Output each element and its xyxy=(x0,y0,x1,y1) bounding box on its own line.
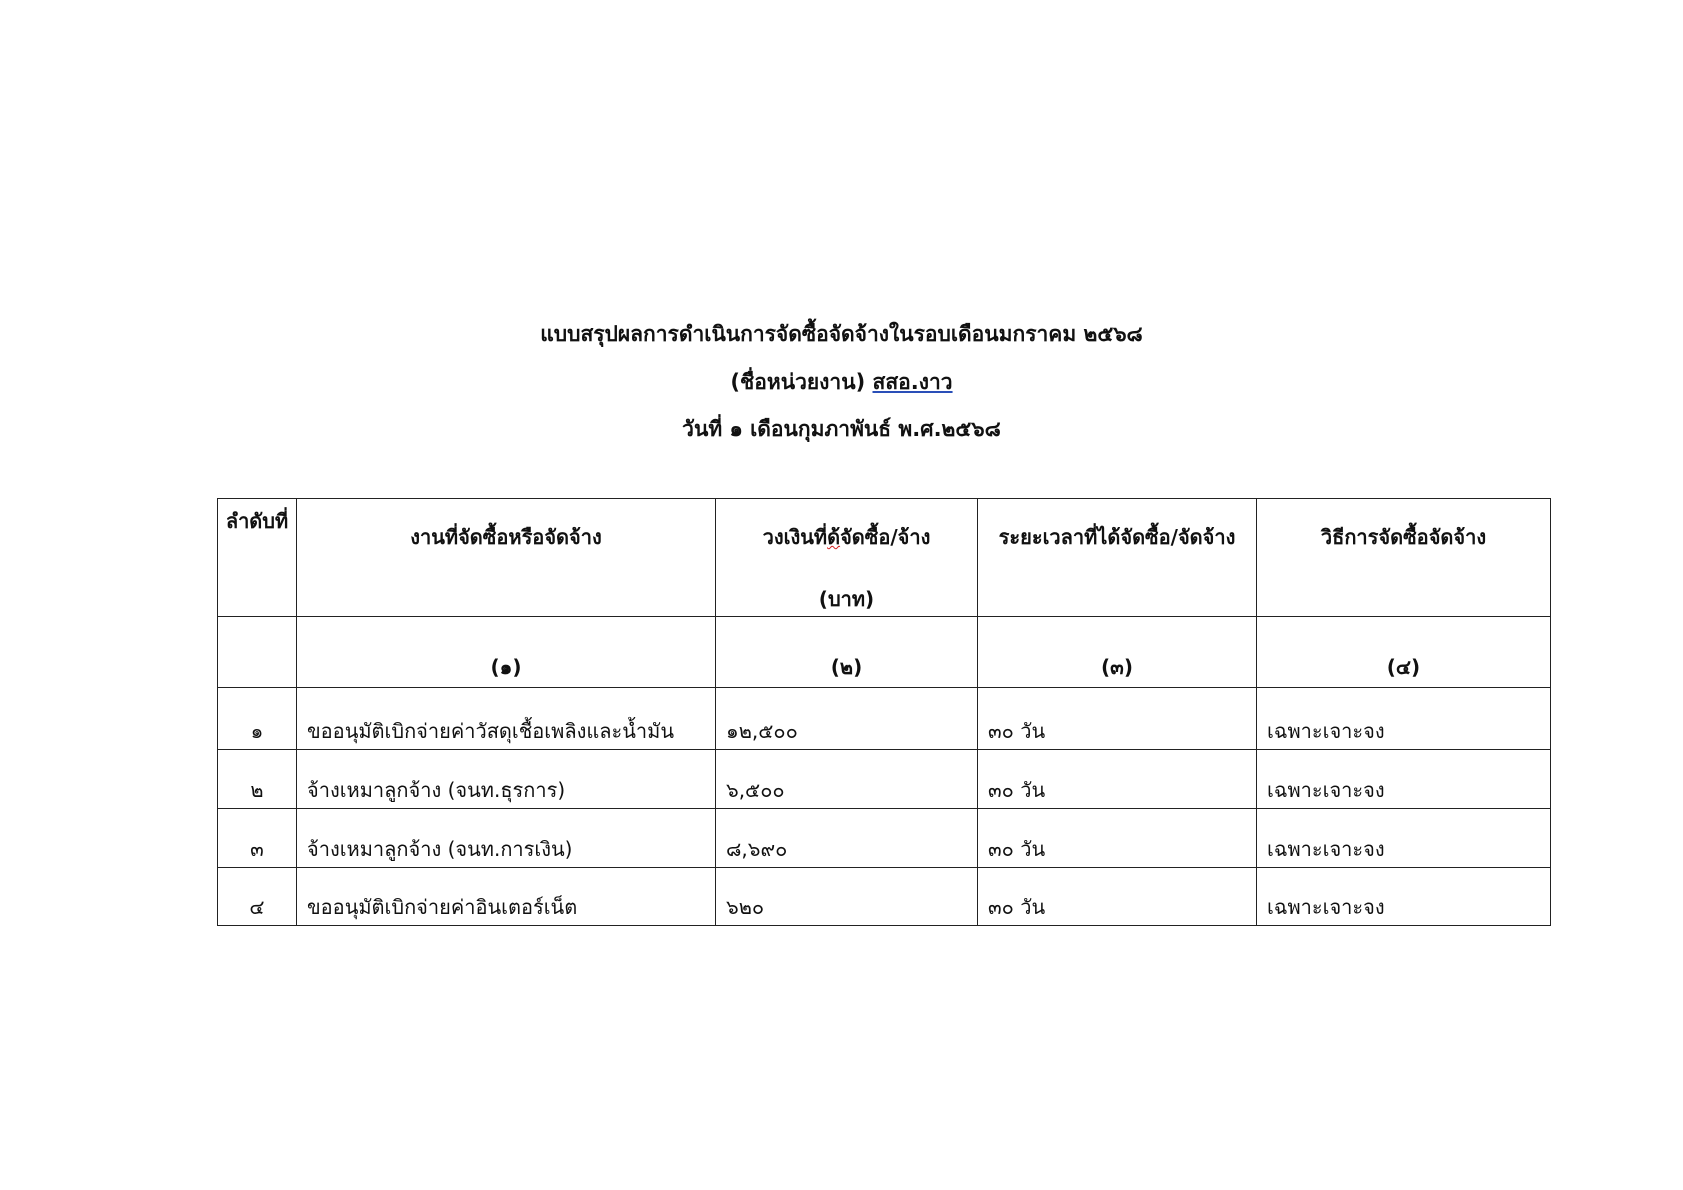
column-header-order: ลำดับที่ xyxy=(218,499,297,617)
unit-line xyxy=(0,366,1683,399)
row-duration: ๓๐ วัน xyxy=(978,688,1257,750)
column-number-duration: (๓) xyxy=(978,617,1257,688)
table-row xyxy=(218,688,1551,750)
column-number-method: (๔) xyxy=(1257,617,1551,688)
column-number-item: (๑) xyxy=(297,617,716,688)
row-number: ๓ xyxy=(218,809,297,868)
row-amount: ๑๒,๕๐๐ xyxy=(716,688,978,750)
column-header-amount xyxy=(716,499,978,617)
row-amount: ๖,๕๐๐ xyxy=(716,750,978,809)
row-item: ขออนุมัติเบิกจ่ายค่าอินเตอร์เน็ต xyxy=(297,868,716,926)
row-method: เฉพาะเจาะจง xyxy=(1257,688,1551,750)
column-header-method: วิธีการจัดซื้อจัดจ้าง xyxy=(1257,499,1551,617)
row-item: ขออนุมัติเบิกจ่ายค่าวัสดุเชื้อเพลิงและน้ำมัน xyxy=(297,688,716,750)
column-number-amount: (๒) xyxy=(716,617,978,688)
report-title: แบบสรุปผลการดำเนินการจัดซื้อจัดจ้างในรอบเดือนมกราคม ๒๕๖๘ xyxy=(540,322,1143,346)
row-item: จ้างเหมาลูกจ้าง (จนท.ธุรการ) xyxy=(297,750,716,809)
procurement-summary-table xyxy=(217,498,1551,926)
unit-name: สสอ.งาว xyxy=(872,370,953,394)
table-header-row xyxy=(218,499,1551,617)
row-method: เฉพาะเจาะจง xyxy=(1257,750,1551,809)
row-number: ๑ xyxy=(218,688,297,750)
table-row xyxy=(218,750,1551,809)
row-amount: ๘,๖๙๐ xyxy=(716,809,978,868)
unit-label: (ชื่อหน่วยงาน) xyxy=(730,370,866,394)
column-header-item: งานที่จัดซื้อหรือจัดจ้าง xyxy=(297,499,716,617)
column-header-amount-label: วงเงินที่ด้จัดซื้อ/จ้าง xyxy=(762,525,931,549)
row-method: เฉพาะเจาะจง xyxy=(1257,809,1551,868)
column-header-duration: ระยะเวลาที่ได้จัดซื้อ/จัดจ้าง xyxy=(978,499,1257,617)
column-number-order xyxy=(218,617,297,688)
row-method: เฉพาะเจาะจง xyxy=(1257,868,1551,926)
column-header-amount-unit: (บาท) xyxy=(818,587,875,611)
row-number: ๔ xyxy=(218,868,297,926)
row-number: ๒ xyxy=(218,750,297,809)
row-duration: ๓๐ วัน xyxy=(978,868,1257,926)
row-amount: ๖๒๐ xyxy=(716,868,978,926)
report-date: วันที่ ๑ เดือนกุมภาพันธ์ พ.ศ.๒๕๖๘ xyxy=(682,417,1001,441)
table-row xyxy=(218,809,1551,868)
row-duration: ๓๐ วัน xyxy=(978,750,1257,809)
row-item: จ้างเหมาลูกจ้าง (จนท.การเงิน) xyxy=(297,809,716,868)
column-number-row xyxy=(218,617,1551,688)
table-row xyxy=(218,868,1551,926)
row-duration: ๓๐ วัน xyxy=(978,809,1257,868)
